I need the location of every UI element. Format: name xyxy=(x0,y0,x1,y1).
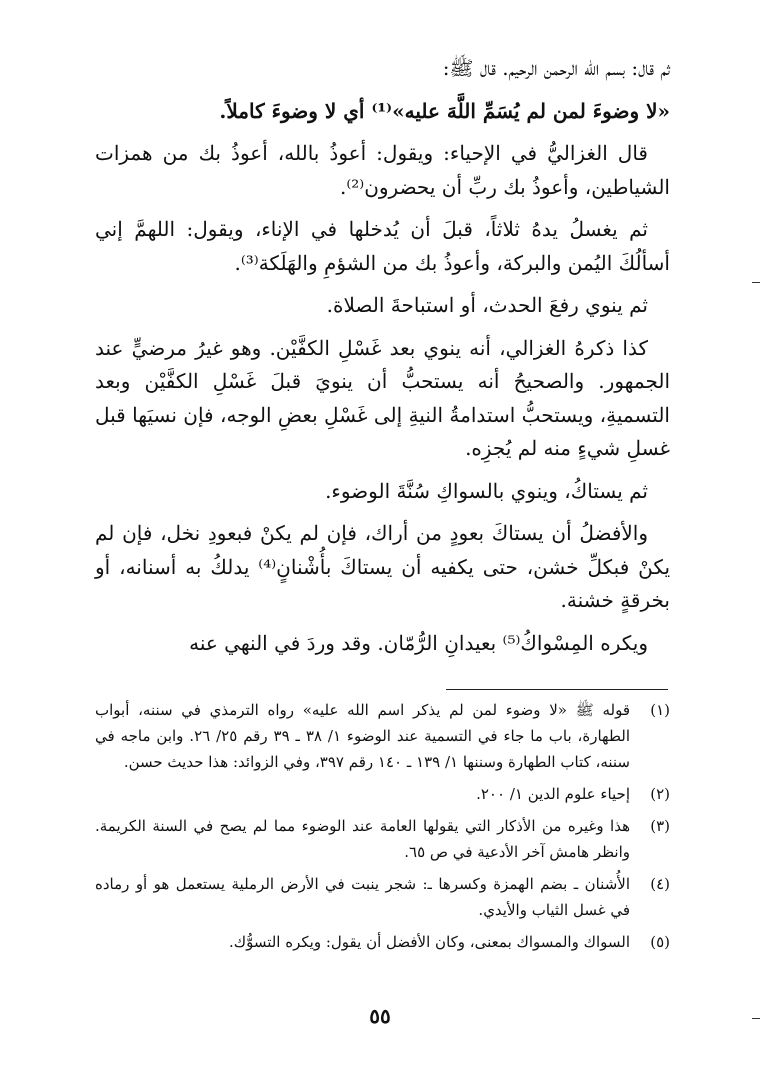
footnote-4 xyxy=(95,871,670,923)
paragraph-4: ثم يغسلُ يدهُ ثلاثاً، قبلَ أن يُدخلها في الإناء، ويقول: اللهمَّ إني أسألُكَ اليُمن والبركة، وأعوذُ بك من الشؤمِ والهَلَكة⁽³⁾. xyxy=(95,217,670,275)
paragraph-7: ثم يستاكُ، وينوي بالسواكِ سُنَّةَ الوضوء. xyxy=(325,478,648,503)
paragraph-5: ثم ينوي رفعَ الحدث، أو استباحةَ الصلاة. xyxy=(326,293,648,317)
footnote-number: (١) xyxy=(650,701,670,719)
main-text xyxy=(95,52,670,669)
footnote-text: السواك والمسواك بمعنى، وكان الأفضل أن يقول: ويكره التسوُّك. xyxy=(228,933,630,951)
footnote-number: (٢) xyxy=(650,785,670,803)
scan-edge-mark xyxy=(752,1018,760,1019)
scan-edge-mark xyxy=(752,282,760,283)
paragraph-8: والأفضلُ أن يستاكَ بعودٍ من أراك، فإن لم يكنْ فبعودِ نخل، فإن لم يكنْ فبكلِّ خشن، حتى يكفيه أن يستاكَ بأُشْنانٍ⁽⁴⁾ يدلكُ به أسنانه، أو بخرقةٍ خشنة. xyxy=(95,521,671,612)
footnote-number: (٣) xyxy=(650,817,670,835)
footnote-5 xyxy=(95,929,670,955)
page-number: ٥٥ xyxy=(369,1004,391,1028)
paragraph-2-hadith: «لا وضوءَ لمن لم يُسَمِّ اللَّهَ عليه»⁽¹⁾ أي لا وضوءَ كاملاً. xyxy=(219,98,670,123)
footnote-1 xyxy=(95,697,670,775)
footnote-number: (٥) xyxy=(650,933,670,951)
footnotes xyxy=(95,697,670,961)
footnote-text: إحياء علوم الدين ١/ ٢٠٠. xyxy=(476,785,630,803)
footnote-3 xyxy=(95,813,670,865)
footnote-text: قوله ﷺ «لا وضوء لمن لم يذكر اسم الله عليه» رواه الترمذي في سننه، أبواب الطهارة، باب ما جاء في التسمية عند الوضوء ١/ ٣٨ ـ ٣٩ رقم ٢٥/ ٢٦. وابن ماجه في سننه، كتاب الطهارة وسننها ١/ ١٣٩ ـ ١٤٠ رقم ٣٩٧، وفي الزوائد: هذا حديث حسن. xyxy=(95,701,631,771)
paragraph-9: ويكره المِسْواكُ⁽⁵⁾ بعيدانِ الرُّمّان. وقد وردَ في النهي عنه xyxy=(189,630,648,655)
footnote-number: (٤) xyxy=(650,875,670,893)
paragraph-6: كذا ذكرهُ الغزالي، أنه ينوي بعد غَسْلِ الكفَّيْن. وهو غيرُ مرضيٍّ عند الجمهور. والصحيحُ أنه يستحبُّ أن ينويَ قبلَ غَسْلِ الكفَّيْن وبعد التسميةِ، ويستحبُّ استدامةُ النيةِ إلى غَسْلِ بعضِ الوجه، فإن نسيَها قبل غسلِ شيءٍ منه لم يُجزِه. xyxy=(95,335,670,460)
footnote-text: الأُشنان ـ بضم الهمزة وكسرها ـ: شجر ينبت في الأرض الرملية يستعمل هو أو رماده في غسل الثياب والأيدي. xyxy=(95,875,630,919)
paragraph-1: ثم قال: بسم الله الرحمن الرحيم. قال ﷺ: xyxy=(442,56,670,80)
paragraph-3: قال الغزاليُّ في الإحياء: ويقول: أعوذُ بالله، أعوذُ بك من همزات الشياطين، وأعوذُ بك ربِّ أن يحضرون⁽²⁾. xyxy=(95,141,670,199)
footnote-2 xyxy=(95,781,670,807)
footnote-divider xyxy=(446,689,668,690)
footnote-text: هذا وغيره من الأذكار التي يقولها العامة عند الوضوء مما لم يصح في السنة الكريمة. وانظر هامش آخر الأدعية في ص ٦٥. xyxy=(95,817,630,861)
